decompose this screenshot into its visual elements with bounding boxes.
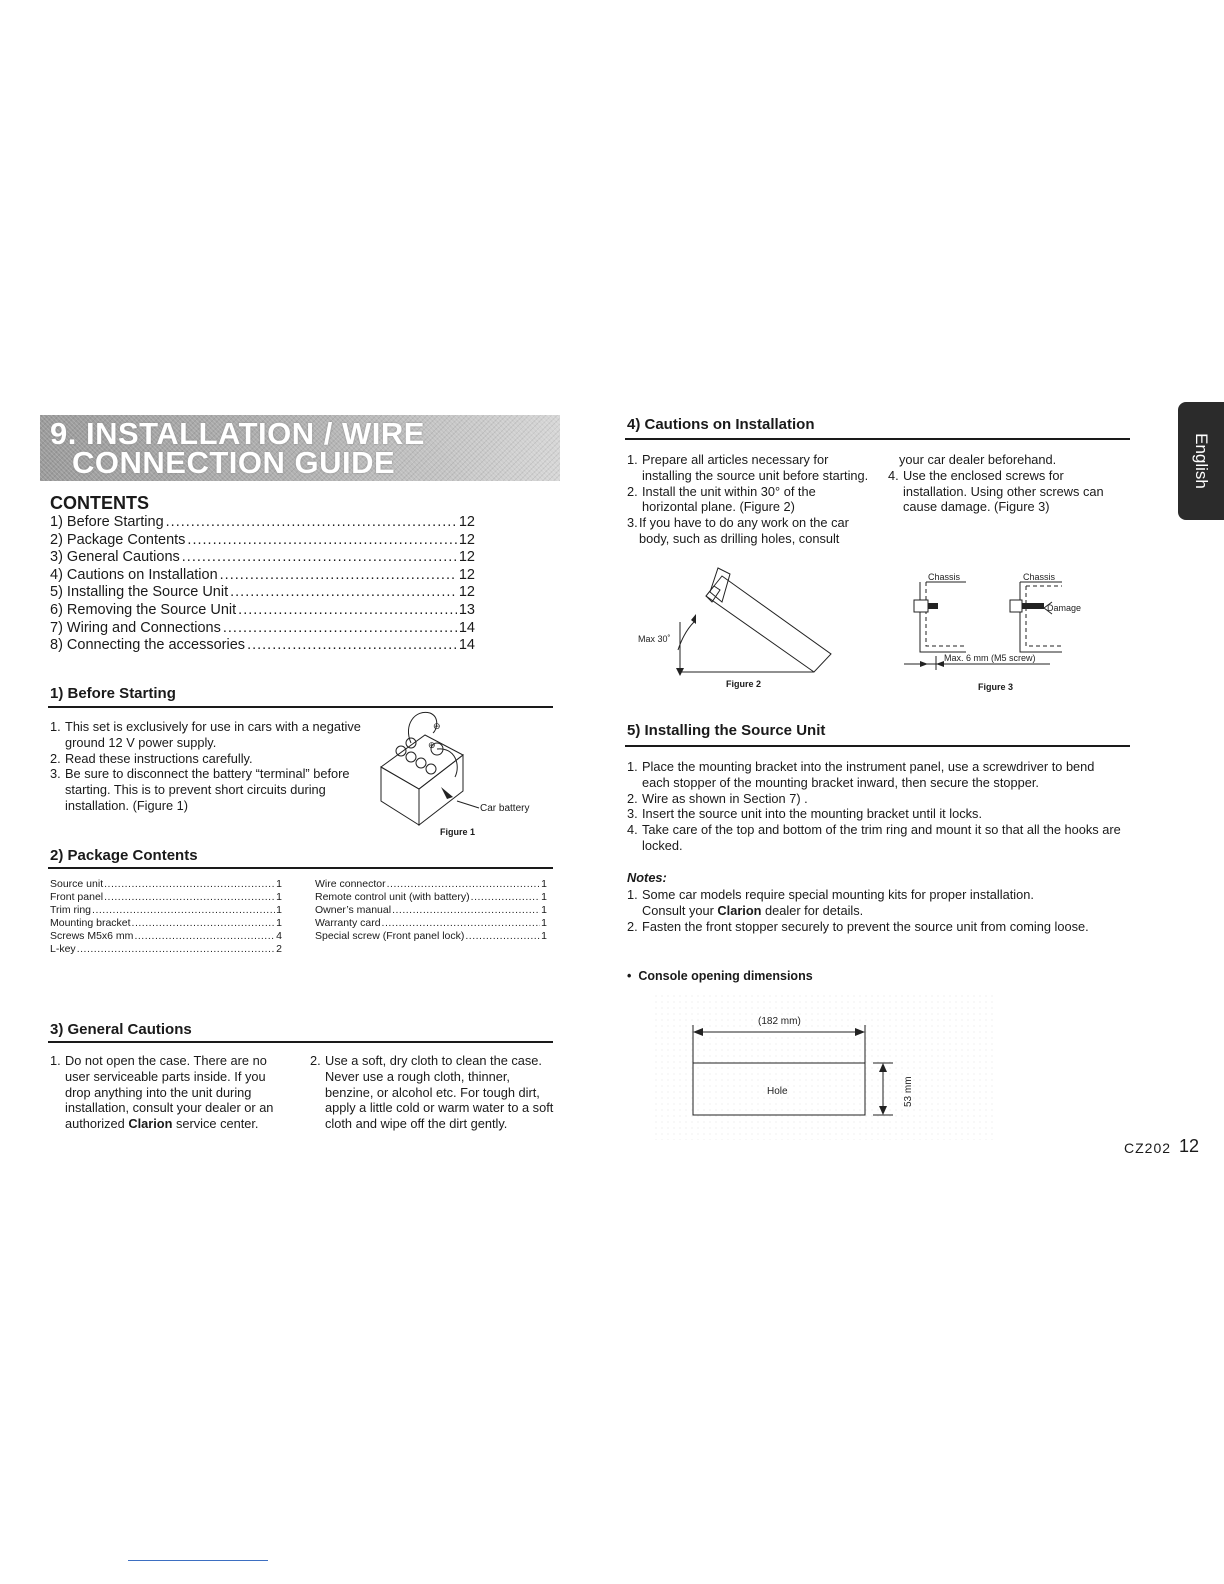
notes-title: Notes:: [627, 870, 667, 885]
package-contents-heading: 2) Package Contents: [50, 847, 198, 864]
list-item: Remote control unit (with battery) ..... 1: [315, 891, 547, 904]
page-number: 12: [1179, 1136, 1200, 1156]
before-starting-list: [50, 719, 365, 814]
section-rule: [48, 1041, 553, 1043]
list-item: 2. Wire as shown in Section 7) .: [627, 790, 808, 806]
toc-row[interactable]: 7) Wiring and Connections ..... 14: [50, 620, 475, 638]
before-starting-heading: 1) Before Starting: [50, 685, 176, 702]
chassis-label-right: Chassis: [1023, 572, 1056, 582]
svg-text:⊕: ⊕: [428, 740, 436, 750]
section-rule: [625, 438, 1130, 440]
list-item: 1. Prepare all articles necessary for installing the source unit before starting.: [627, 452, 869, 483]
height-dimension-label: 53 mm: [903, 1076, 914, 1107]
brand-name: Clarion: [717, 902, 762, 918]
list-item: Trim ring ..... 1: [50, 904, 282, 917]
list-item: 2. Fasten the front stopper securely to prevent the source unit from coming loose.: [627, 918, 1089, 934]
banner-line2: CONNECTION GUIDE: [72, 445, 396, 480]
list-item: 3. Insert the source unit into the mounting bracket until it locks.: [627, 806, 983, 822]
list-item: L-key ..... 2: [50, 943, 282, 956]
toc-row[interactable]: 3) General Cautions ..... 12: [50, 549, 475, 567]
console-title: • Console opening dimensions: [627, 969, 813, 983]
list-item: 1. Some car models require special mounting kits for proper installation. Consult your Clarion dealer for details.: [627, 887, 1034, 918]
toc-row[interactable]: 8) Connecting the accessories ..... 14: [50, 637, 475, 655]
cautions-list-col1: [627, 452, 872, 547]
section-banner: [40, 415, 560, 481]
language-tab[interactable]: English: [1178, 402, 1224, 520]
list-item: 1. Place the mounting bracket into the instrument panel, use a screwdriver to bend each stopper of the mounting bracket inward, then secure the stopper.: [627, 759, 1095, 790]
table-of-contents: [50, 514, 475, 655]
list-item: Warranty card ..... 1: [315, 917, 547, 930]
chassis-label-left: Chassis: [928, 572, 961, 582]
figure1-caption: Figure 1: [440, 827, 476, 837]
figure2-caption: Figure 2: [726, 679, 762, 689]
general-caution-2: 2. Use a soft, dry cloth to clean the case. Never use a rough cloth, thinner, benzine, or alcohol etc. For tough dirt, apply a little cold or warm water to a soft cloth and wipe off the dirt gently.: [310, 1053, 554, 1132]
figure3-screw-diagram: [900, 568, 1100, 673]
installing-heading: 5) Installing the Source Unit: [627, 722, 826, 739]
list-item: 2. Install the unit within 30° of the horizontal plane. (Figure 2): [627, 483, 816, 515]
toc-row[interactable]: 1) Before Starting ..... 12: [50, 514, 475, 532]
divider: [128, 1560, 268, 1561]
figure2-angle-label: Max 30˚: [638, 634, 671, 644]
figure3-caption: Figure 3: [978, 682, 1014, 692]
list-item: Front panel ..... 1: [50, 891, 282, 904]
list-item: 2. Read these instructions carefully.: [50, 750, 253, 766]
max-screw-label: Max. 6 mm (M5 screw): [944, 653, 1036, 663]
list-item: Wire connector ..... 1: [315, 878, 547, 891]
brand-name: Clarion: [128, 1116, 173, 1132]
svg-text:⊖: ⊖: [433, 721, 441, 731]
list-item: Special screw (Front panel lock) ..... 1: [315, 930, 547, 943]
general-cautions-heading: 3) General Cautions: [50, 1021, 192, 1038]
hole-label: Hole: [767, 1086, 788, 1097]
car-battery-label: Car battery: [480, 803, 530, 814]
banner-line1: 9. INSTALLATION / WIRE: [50, 416, 425, 451]
list-item: Source unit ..... 1: [50, 878, 282, 891]
list-item: Mounting bracket ..... 1: [50, 917, 282, 930]
installing-list: [627, 759, 1122, 854]
console-dimension-diagram: [655, 995, 995, 1140]
toc-row[interactable]: 4) Cautions on Installation ..... 12: [50, 567, 475, 585]
section-rule: [625, 745, 1130, 747]
toc-row[interactable]: 6) Removing the Source Unit ..... 13: [50, 602, 475, 620]
bullet-icon: •: [627, 969, 632, 983]
package-list-left: [50, 878, 282, 956]
list-item: 3. If you have to do any work on the car body, such as drilling holes, consult: [627, 515, 849, 546]
toc-row[interactable]: 2) Package Contents ..... 12: [50, 532, 475, 550]
figure2-angle-diagram: [636, 562, 846, 677]
contents-title: CONTENTS: [50, 493, 149, 513]
damage-label: Damage: [1047, 603, 1082, 613]
toc-row[interactable]: 5) Installing the Source Unit ..... 12: [50, 584, 475, 602]
notes-list: [627, 887, 1122, 934]
list-item: 4. Use the enclosed screws for installation. Using other screws can cause damage. (Figure 3): [888, 467, 1104, 515]
package-list-right: [315, 878, 547, 943]
list-item: 3. Be sure to disconnect the battery “terminal” before starting. This is to prevent short circuits during installation. (Figure 1): [50, 766, 350, 813]
width-dimension-label: (182 mm): [758, 1016, 801, 1027]
cautions-list-col2: your car dealer beforehand. 4. Use the enclosed screws for installation. Using other screws can cause damage. (Figure 3): [888, 452, 1123, 515]
list-item: 1. This set is exclusively for use in cars with a negative ground 12 V power supply.: [50, 719, 361, 750]
general-caution-1: 1. Do not open the case. There are no user serviceable parts inside. If you drop anything into the unit during installation, consult your dealer or an authorized Clarion service center.: [50, 1053, 274, 1132]
list-item: Owner’s manual ..... 1: [315, 904, 547, 917]
section-rule: [48, 867, 553, 869]
list-item: Screws M5x6 mm ..... 4: [50, 930, 282, 943]
model-name: CZ202: [1124, 1140, 1172, 1156]
cautions-installation-heading: 4) Cautions on Installation: [627, 416, 815, 433]
list-item: 4. Take care of the top and bottom of the trim ring and mount it so that all the hooks are locked.: [627, 822, 1121, 853]
